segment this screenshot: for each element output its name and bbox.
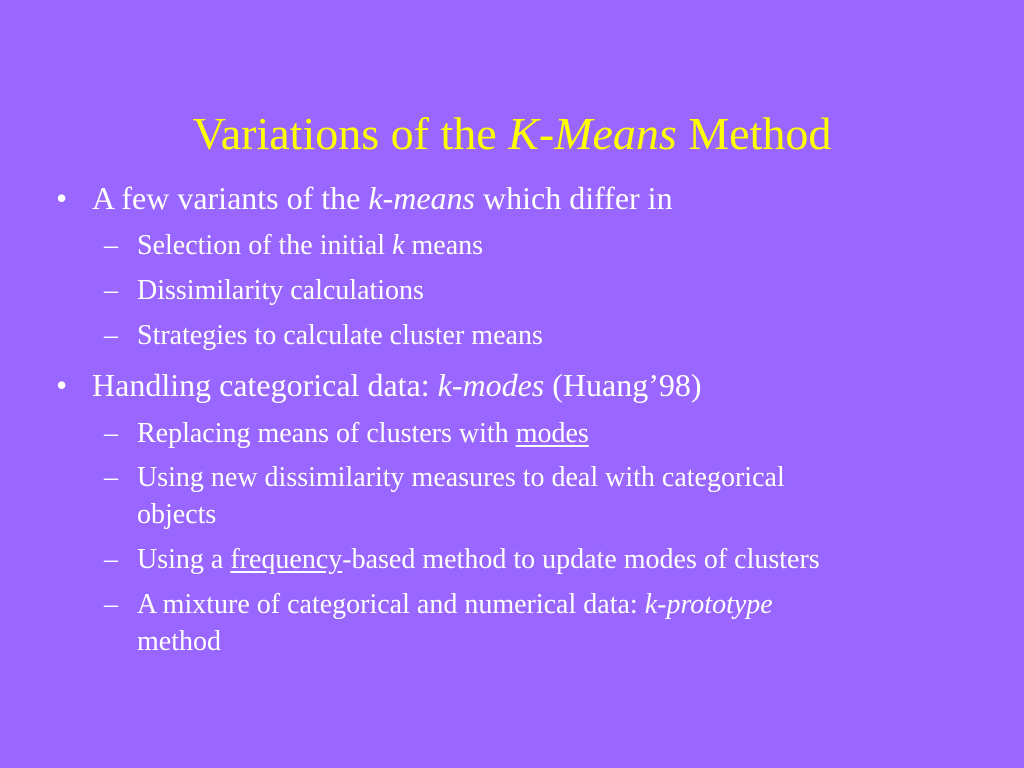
title-text-pre: Variations of the <box>192 108 509 159</box>
slide-title <box>0 104 1024 164</box>
sub-bullet-strategies <box>137 318 543 354</box>
sub-bullet-text: Using new dissimilarity measures to deal with categorical <box>137 462 785 493</box>
bullet-item-categorical <box>92 365 702 405</box>
title-text-em: K-Means <box>508 108 677 159</box>
sub-bullet-text: Strategies to calculate cluster means <box>137 320 543 351</box>
sub-bullet-modes <box>137 416 589 452</box>
bullet-text-em: k-modes <box>437 367 545 403</box>
sub-bullet-text-em: k <box>392 230 405 261</box>
sub-bullet-mixture <box>137 587 773 623</box>
sub-bullet-marker: – <box>104 418 118 449</box>
sub-bullet-text-em: k-prototype <box>644 589 773 620</box>
sub-bullet-marker: – <box>104 589 118 620</box>
bullet-text: (Huang’98) <box>544 367 702 403</box>
sub-bullet-text: Dissimilarity calculations <box>137 275 424 306</box>
sub-bullet-initial-k <box>137 228 483 264</box>
bullet-text: Handling categorical data: <box>92 367 438 403</box>
sub-bullet-text-underlined: modes <box>515 418 589 449</box>
sub-bullet-marker: – <box>104 230 118 261</box>
bullet-text: which differ in <box>474 180 673 216</box>
title-text-post: Method <box>676 108 832 159</box>
sub-bullet-text: Replacing means of clusters with <box>137 418 516 449</box>
bullet-text-em: k-means <box>368 180 475 216</box>
sub-bullet-marker: – <box>104 544 118 575</box>
sub-bullet-text: Using a <box>137 544 231 575</box>
bullet-item-variants <box>92 178 673 218</box>
sub-bullet-new-measures <box>137 460 785 496</box>
sub-bullet-text-underlined: frequency <box>230 544 343 575</box>
sub-bullet-new-measures-cont <box>137 497 216 533</box>
sub-bullet-dissimilarity <box>137 273 424 309</box>
sub-bullet-text: A mixture of categorical and numerical data: <box>137 589 645 620</box>
sub-bullet-text: method <box>137 626 221 657</box>
sub-bullet-frequency <box>137 542 820 578</box>
sub-bullet-marker: – <box>104 275 118 306</box>
sub-bullet-text: -based method to update modes of clusters <box>342 544 820 575</box>
sub-bullet-text: objects <box>137 499 217 530</box>
sub-bullet-marker: – <box>104 320 118 351</box>
sub-bullet-mixture-cont <box>137 624 221 660</box>
sub-bullet-marker: – <box>104 462 118 493</box>
bullet-text: A few variants of the <box>92 180 369 216</box>
bullet-marker: • <box>56 180 68 216</box>
sub-bullet-text: Selection of the initial <box>137 230 393 261</box>
sub-bullet-text: means <box>404 230 484 261</box>
bullet-marker: • <box>56 367 68 403</box>
